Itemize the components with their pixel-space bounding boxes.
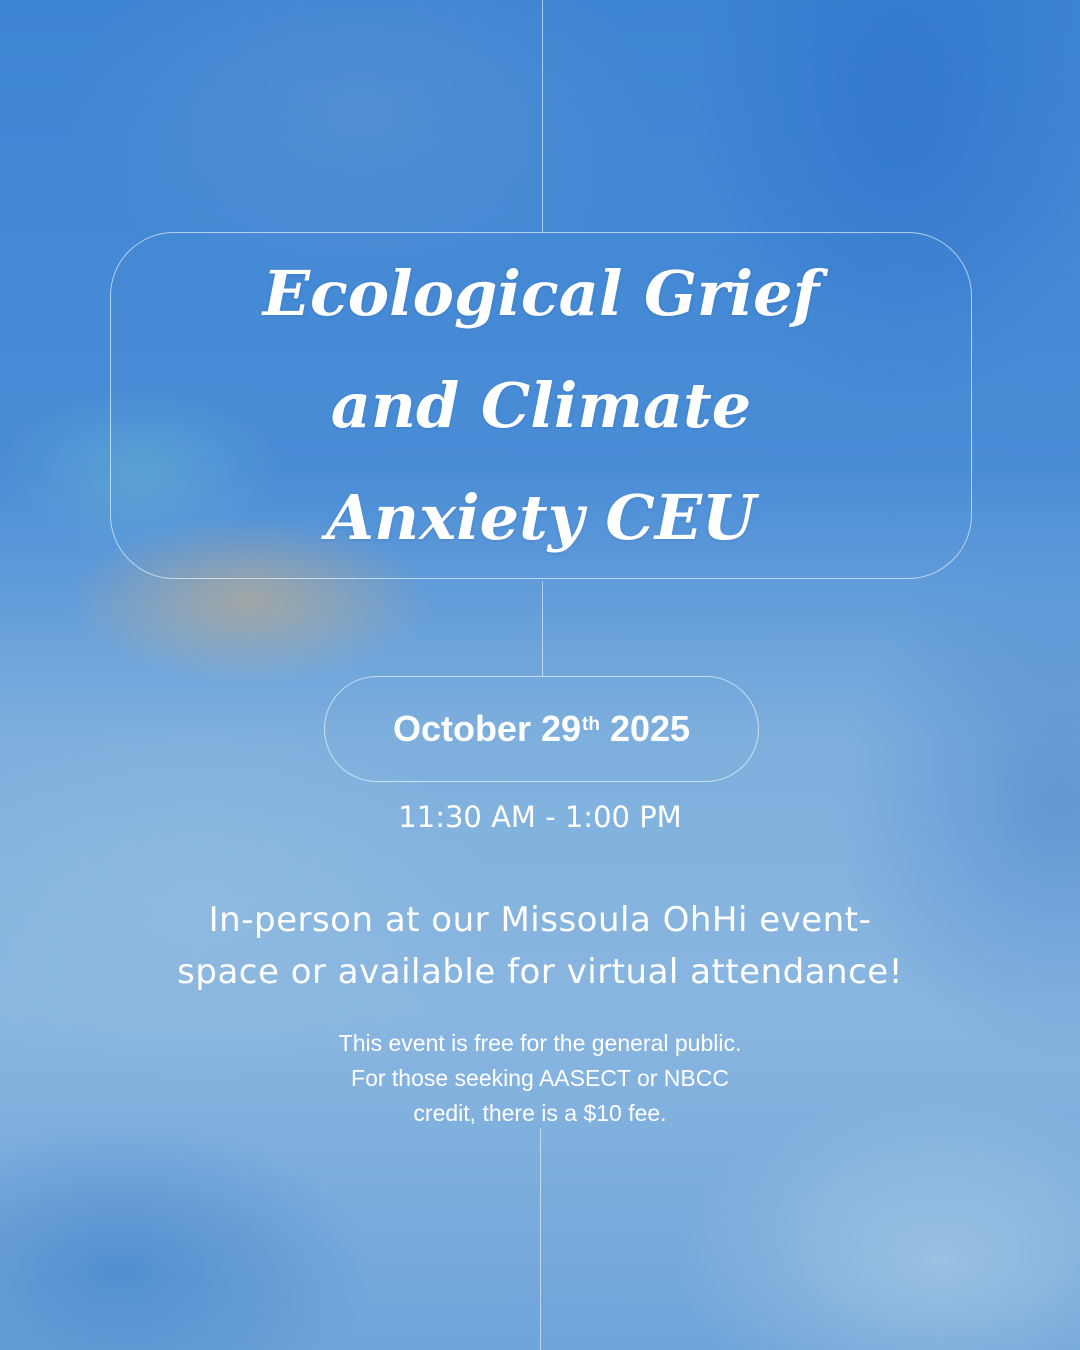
title-line-3: Anxiety CEU bbox=[325, 480, 757, 554]
divider-line-top bbox=[542, 0, 543, 232]
date-month-day: October 29 bbox=[392, 708, 582, 749]
event-location bbox=[0, 894, 1080, 998]
date-ordinal-suffix: th bbox=[582, 714, 600, 735]
title-line-1: Ecological Grief bbox=[262, 256, 820, 330]
date-pill bbox=[324, 676, 759, 782]
note-line-3: credit, there is a $10 fee. bbox=[413, 1100, 667, 1126]
note-line-2: For those seeking AASECT or NBCC bbox=[351, 1065, 729, 1091]
divider-line-middle bbox=[542, 581, 543, 676]
date-space bbox=[600, 708, 610, 750]
location-line-1: In-person at our Missoula OhHi event- bbox=[208, 900, 872, 940]
divider-line-bottom bbox=[540, 1128, 541, 1350]
location-line-2: space or available for virtual attendance! bbox=[177, 952, 903, 992]
event-time: 11:30 AM - 1:00 PM bbox=[398, 800, 682, 834]
title-frame bbox=[110, 232, 972, 579]
note-line-1: This event is free for the general public. bbox=[338, 1030, 742, 1056]
date-year: 2025 bbox=[609, 708, 691, 749]
title-line-2: and Climate bbox=[330, 368, 752, 442]
fee-note bbox=[0, 1026, 1080, 1131]
